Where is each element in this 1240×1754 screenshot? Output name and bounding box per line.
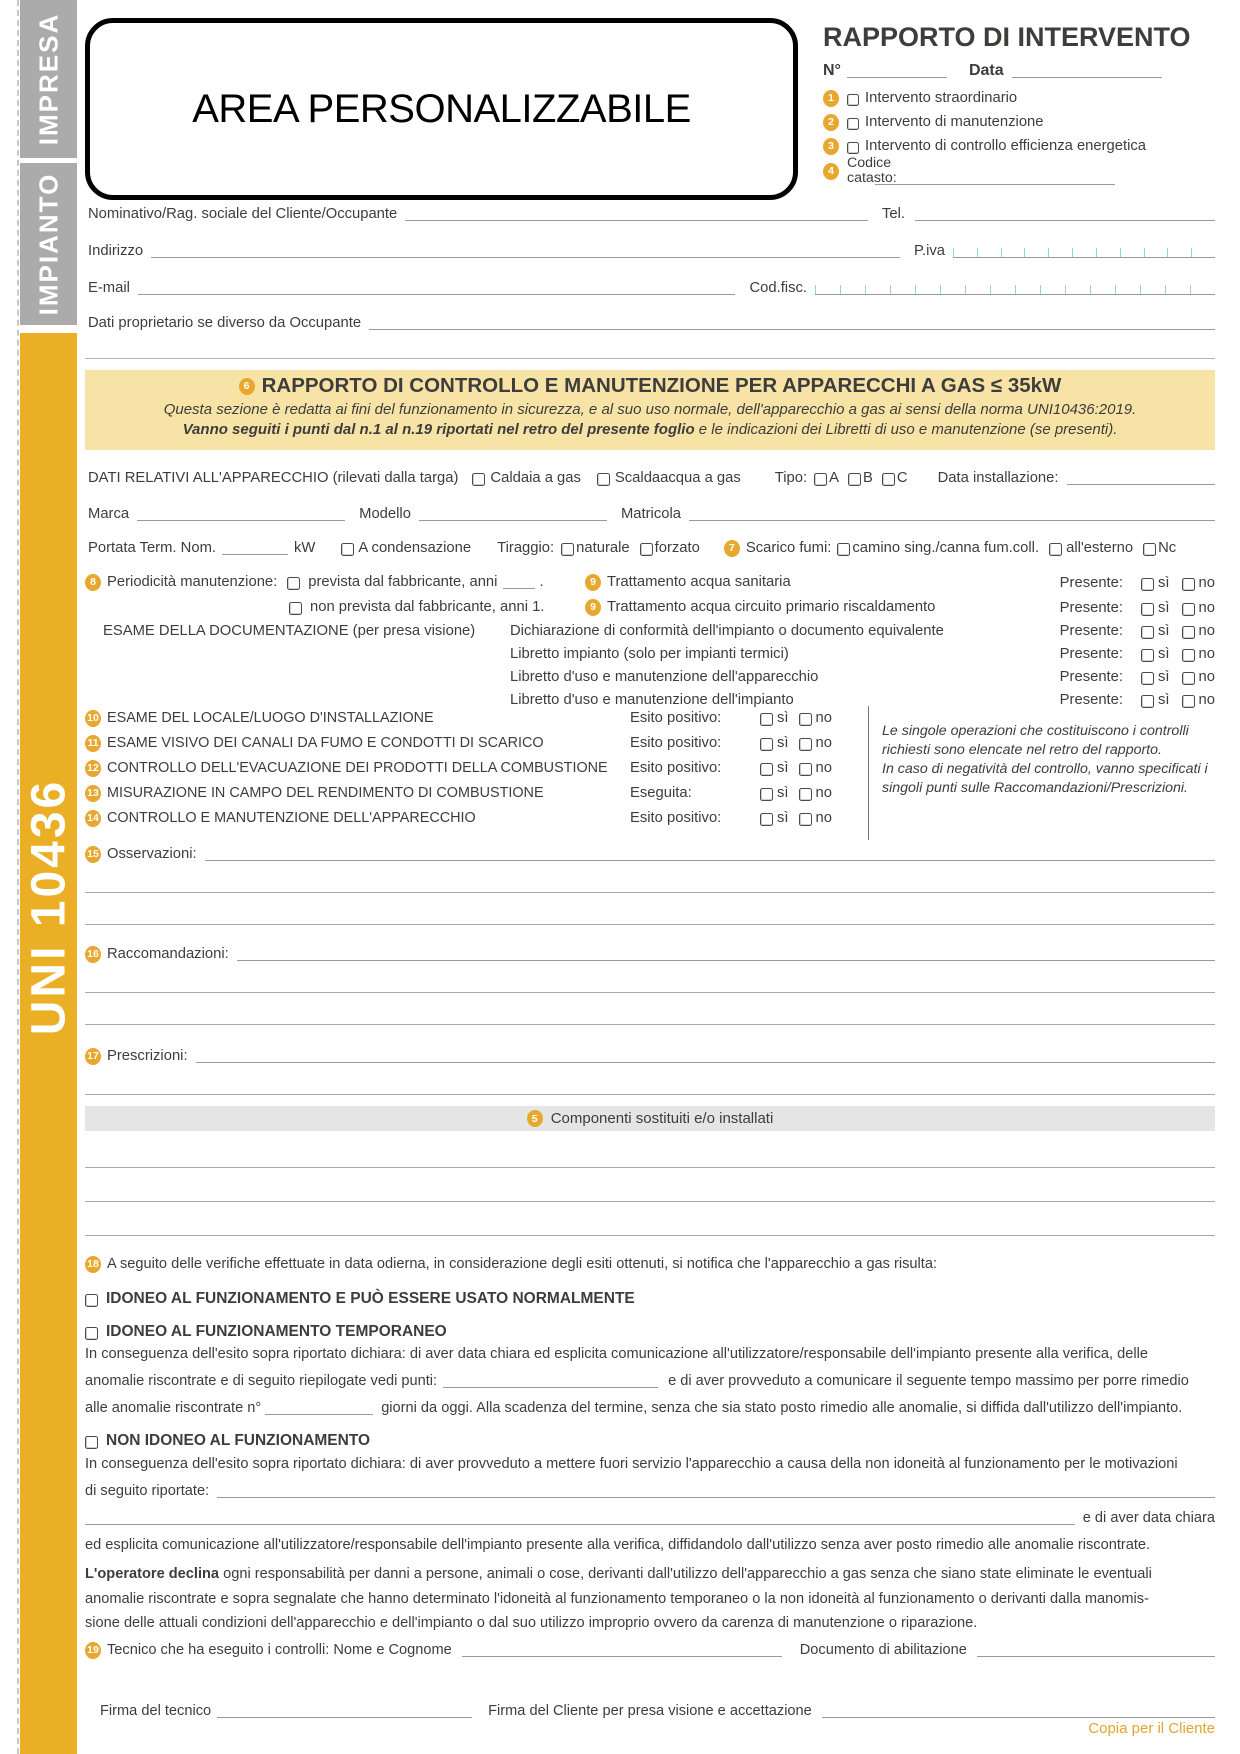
presente-si-checkbox[interactable] xyxy=(1141,603,1154,616)
no-label: no xyxy=(1198,623,1215,639)
proprietario-label: Dati proprietario se diverso da Occupante xyxy=(88,315,362,331)
badge-3: 3 xyxy=(823,138,839,155)
badge-13: 13 xyxy=(85,785,101,802)
esame-documentazione-label: ESAME DELLA DOCUMENTAZIONE (per presa visione) xyxy=(103,623,476,639)
scaldaacqua-checkbox[interactable] xyxy=(597,473,610,486)
temporaneo-text: e di aver provveduto a comunicare il seguente tempo massimo per porre rimedio xyxy=(668,1373,1189,1389)
scaldaacqua-label: Scaldaacqua a gas xyxy=(614,470,741,486)
esito-si-checkbox[interactable] xyxy=(760,738,773,751)
check-item-label: ESAME DEL LOCALE/LUOGO D'INSTALLAZIONE xyxy=(107,710,434,727)
firma-cliente-input-line[interactable] xyxy=(822,1716,1215,1718)
si-label: sì xyxy=(1158,600,1170,616)
perforation-line xyxy=(17,0,19,1754)
si-label: sì xyxy=(1158,646,1170,662)
motivazioni-input-line[interactable] xyxy=(85,1523,1075,1525)
componenti-write-line[interactable] xyxy=(85,1201,1215,1202)
presente-si-checkbox[interactable] xyxy=(1141,649,1154,662)
idoneo-temporaneo-checkbox[interactable] xyxy=(85,1327,98,1340)
esito-no-checkbox[interactable] xyxy=(799,813,812,826)
doc-conformita-label: Dichiarazione di conformità dell'impianto o documento equivalente xyxy=(510,623,944,639)
non-prevista-checkbox[interactable] xyxy=(289,602,302,615)
prescrizioni-label: Prescrizioni: xyxy=(107,1048,188,1064)
tipo-label: Tipo: xyxy=(774,470,808,486)
no-label: no xyxy=(815,735,832,751)
codice-catasto-row xyxy=(823,156,897,186)
non-idoneo-text: ed esplicita comunicazione all'utilizzatore/responsabile dell'impianto presente alla verifica, diffidandolo dall'utilizzo senza aver posto rimedio alle anomalie riscontrate. xyxy=(85,1537,1151,1553)
piva-label: P.iva xyxy=(914,243,945,259)
portata-label: Portata Term. Nom. xyxy=(88,540,217,556)
non-prevista-label: non prevista dal fabbricante, anni 1. xyxy=(310,599,545,615)
si-label: sì xyxy=(1158,669,1170,685)
eseguita-no-checkbox[interactable] xyxy=(799,788,812,801)
tecnico-input-line[interactable] xyxy=(462,1655,782,1657)
si-label: sì xyxy=(777,735,789,751)
osservazioni-write-line[interactable] xyxy=(85,892,1215,893)
badge-9a: 9 xyxy=(585,574,601,591)
condensazione-checkbox[interactable] xyxy=(341,543,354,556)
presente-no-checkbox[interactable] xyxy=(1182,672,1195,685)
raccomandazioni-input-line[interactable] xyxy=(237,959,1215,961)
outcome-intro: A seguito delle verifiche effettuate in data odierna, in considerazione degli esiti ottenuti, si notifica che l'apparecchio a gas risulta: xyxy=(107,1256,938,1273)
badge-12: 12 xyxy=(85,760,101,777)
intervento-manutenzione-checkbox[interactable] xyxy=(847,118,859,130)
page-title: RAPPORTO DI INTERVENTO xyxy=(823,22,1191,52)
temporaneo-text: alle anomalie riscontrate n° xyxy=(85,1400,262,1416)
presente-no-checkbox[interactable] xyxy=(1182,695,1195,708)
data-installazione-input-line[interactable] xyxy=(1067,483,1216,485)
prevista-dot: . xyxy=(539,574,544,590)
no-label: no xyxy=(1198,669,1215,685)
firma-tecnico-label: Firma del tecnico xyxy=(100,1703,212,1719)
si-label: sì xyxy=(777,710,789,726)
esterno-checkbox[interactable] xyxy=(1049,543,1062,556)
data-input-line[interactable] xyxy=(1012,76,1162,78)
trattamento-sanitaria-label: Trattamento acqua sanitaria xyxy=(607,574,791,590)
impianto-label: IMPIANTO xyxy=(33,172,63,316)
presente-si-checkbox[interactable] xyxy=(1141,626,1154,639)
esito-no-checkbox[interactable] xyxy=(799,713,812,726)
impresa-label: IMPRESA xyxy=(33,12,63,146)
prescrizioni-input-line[interactable] xyxy=(196,1061,1215,1063)
camino-label: camino sing./canna fum.coll. xyxy=(852,540,1040,556)
esito-label: Esito positivo: xyxy=(630,710,722,726)
badge-19: 19 xyxy=(85,1642,101,1659)
tiraggio-forzato-checkbox[interactable] xyxy=(640,543,653,556)
numero-label: N° xyxy=(823,62,841,79)
codfisc-char-cells[interactable] xyxy=(815,284,1215,295)
temporaneo-text: anomalie riscontrate e di seguito riepilogate vedi punti: xyxy=(85,1373,438,1389)
doc-libretto-apparecchio-label: Libretto d'uso e manutenzione dell'apparecchio xyxy=(510,669,819,685)
nc-checkbox[interactable] xyxy=(1143,543,1156,556)
badge-8: 8 xyxy=(85,574,101,591)
tiraggio-naturale-label: naturale xyxy=(576,540,630,556)
presente-label: Presente: xyxy=(1059,646,1124,662)
componenti-write-line[interactable] xyxy=(85,1235,1215,1236)
intervento-straordinario-checkbox[interactable] xyxy=(847,94,859,106)
section6-title-row xyxy=(85,374,1215,398)
componenti-label: Componenti sostituiti e/o installati xyxy=(550,1110,774,1127)
section6-note: Vanno seguiti i punti dal n.1 al n.19 riportati nel retro del presente foglio e le indicazioni dei Libretti di uso e manutenzione (se presenti). xyxy=(182,421,1118,438)
section6-title: RAPPORTO DI CONTROLLO E MANUTENZIONE PER APPARECCHI A GAS ≤ 35kW xyxy=(261,374,1062,397)
indirizzo-input-line[interactable] xyxy=(151,256,900,258)
matricola-label: Matricola xyxy=(620,506,681,522)
intervento-straordinario-label: Intervento straordinario xyxy=(865,90,1018,106)
doc-libretto-uso-impianto-label: Libretto d'uso e manutenzione dell'impianto xyxy=(510,692,794,708)
badge-10: 10 xyxy=(85,710,101,727)
piva-char-cells[interactable] xyxy=(953,247,1215,258)
periodicita-label: Periodicità manutenzione: xyxy=(107,574,278,590)
si-label: sì xyxy=(1158,575,1170,591)
badge-5: 5 xyxy=(527,1110,543,1127)
check-item-label: ESAME VISIVO DEI CANALI DA FUMO E CONDOTTI DI SCARICO xyxy=(107,735,544,752)
nc-label: Nc xyxy=(1158,540,1177,556)
non-idoneo-label: NON IDONEO AL FUNZIONAMENTO xyxy=(106,1432,371,1449)
codice-catasto-label: Codice catasto: xyxy=(847,155,897,186)
documento-input-line[interactable] xyxy=(977,1655,1215,1657)
esito-label: Eseguita: xyxy=(630,785,692,801)
badge-14: 14 xyxy=(85,810,101,827)
tel-label: Tel. xyxy=(881,206,905,222)
anni-input-line[interactable] xyxy=(503,587,535,589)
raccomandazioni-write-line[interactable] xyxy=(85,992,1215,993)
codice-catasto-input-line[interactable] xyxy=(875,184,1115,185)
esito-label: Esito positivo: xyxy=(630,735,722,751)
presente-no-checkbox[interactable] xyxy=(1182,626,1195,639)
presente-label: Presente: xyxy=(1059,692,1124,708)
codfisc-label: Cod.fisc. xyxy=(749,280,807,296)
marca-input-line[interactable] xyxy=(137,519,345,521)
tiraggio-label: Tiraggio: xyxy=(497,540,555,556)
si-label: sì xyxy=(777,810,789,826)
tipo-b-label: B xyxy=(863,470,873,486)
no-label: no xyxy=(815,785,832,801)
badge-18: 18 xyxy=(85,1256,101,1273)
controls-note: Le singole operazioni che costituiscono i controlli richiesti sono elencate nel retro del rapporto. In caso di negatività del controllo, vanno specificati i singoli punti sulle Raccomandazioni/Prescrizioni. xyxy=(882,723,1208,796)
badge-11: 11 xyxy=(85,735,101,752)
tipo-c-label: C xyxy=(896,470,908,486)
badge-6: 6 xyxy=(239,378,255,395)
no-label: no xyxy=(1198,600,1215,616)
condensazione-label: A condensazione xyxy=(358,540,472,556)
prevista-checkbox[interactable] xyxy=(287,577,300,590)
check-item-label: MISURAZIONE IN CAMPO DEL RENDIMENTO DI COMBUSTIONE xyxy=(107,785,544,802)
idoneo-checkbox[interactable] xyxy=(85,1294,98,1307)
componenti-bar xyxy=(85,1106,1215,1131)
disclaimer: L'operatore declina ogni responsabilità per danni a persone, animali o cose, derivanti dall'utilizzo dell'apparecchio a gas senza che siano state eliminate le eventuali anomalie riscontrate e sopra segnalate che hanno determinato l'idoneità al funzionamento temporaneo o la non idoneità al funzionamento o derivanti dalla manomis- sione delle attuali condizioni dell'apparecchio e dell'impianto o dal suo utilizzo improprio ovvero da carenza di manutenzione o riparazione. xyxy=(85,1566,1152,1631)
copia-cliente-label: Copia per il Cliente xyxy=(1088,1720,1215,1737)
caldaia-label: Caldaia a gas xyxy=(490,470,581,486)
camino-checkbox[interactable] xyxy=(837,543,850,556)
temporaneo-text: giorni da oggi. Alla scadenza del termine, senza che sia stato posto rimedio alle anomalie, si diffida dall'utilizzo dell'impianto. xyxy=(381,1400,1183,1416)
non-idoneo-text: e di aver data chiara xyxy=(1082,1510,1215,1526)
presente-no-checkbox[interactable] xyxy=(1182,578,1195,591)
portata-input-line[interactable] xyxy=(222,553,288,555)
note-divider xyxy=(868,706,869,840)
no-label: no xyxy=(1198,646,1215,662)
caldaia-checkbox[interactable] xyxy=(472,473,485,486)
presente-label: Presente: xyxy=(1059,600,1124,616)
componenti-write-line[interactable] xyxy=(85,1167,1215,1168)
badge-4: 4 xyxy=(823,163,839,180)
section-divider xyxy=(85,358,1215,359)
firma-tecnico-input-line[interactable] xyxy=(217,1716,472,1718)
idoneo-label: IDONEO AL FUNZIONAMENTO E PUÒ ESSERE USATO NORMALMENTE xyxy=(106,1290,635,1307)
no-label: no xyxy=(815,710,832,726)
no-label: no xyxy=(1198,692,1215,708)
giorni-input-line[interactable] xyxy=(265,1413,373,1415)
documento-label: Documento di abilitazione xyxy=(799,1642,967,1659)
impresa-rail xyxy=(20,0,77,158)
non-idoneo-checkbox[interactable] xyxy=(85,1436,98,1449)
esito-label: Esito positivo: xyxy=(630,760,722,776)
modello-label: Modello xyxy=(359,506,411,522)
motivazioni-input-line[interactable] xyxy=(217,1496,1215,1498)
badge-2: 2 xyxy=(823,114,839,131)
trattamento-riscaldamento-label: Trattamento acqua circuito primario riscaldamento xyxy=(607,599,936,615)
tipo-a-label: A xyxy=(829,470,840,486)
presente-si-checkbox[interactable] xyxy=(1141,578,1154,591)
esterno-label: all'esterno xyxy=(1066,540,1134,556)
impianto-rail xyxy=(20,163,77,325)
badge-1: 1 xyxy=(823,90,839,107)
vedi-punti-input-line[interactable] xyxy=(443,1386,658,1388)
presente-si-checkbox[interactable] xyxy=(1141,695,1154,708)
presente-label: Presente: xyxy=(1059,575,1124,591)
email-input-line[interactable] xyxy=(138,293,736,295)
no-label: no xyxy=(815,760,832,776)
osservazioni-label: Osservazioni: xyxy=(107,846,197,862)
si-label: sì xyxy=(1158,623,1170,639)
tipo-b-checkbox[interactable] xyxy=(848,473,861,486)
disclaimer-bold: L'operatore declina xyxy=(85,1566,220,1582)
email-label: E-mail xyxy=(88,280,130,296)
badge-9b: 9 xyxy=(585,599,601,616)
marca-label: Marca xyxy=(88,506,130,522)
intervento-manutenzione-label: Intervento di manutenzione xyxy=(865,114,1044,130)
scarico-fumi-label: Scarico fumi: xyxy=(745,540,832,556)
esito-si-checkbox[interactable] xyxy=(760,813,773,826)
prevista-label: prevista dal fabbricante, anni xyxy=(308,574,498,590)
non-idoneo-text: di seguito riportate: xyxy=(85,1483,210,1499)
section6-band xyxy=(85,370,1215,450)
badge-7: 7 xyxy=(724,540,740,557)
badge-15: 15 xyxy=(85,846,101,863)
doc-libretto-impianto-label: Libretto impianto (solo per impianti termici) xyxy=(510,646,789,662)
uni-10436-label: UNI 10436 xyxy=(22,778,75,1036)
esito-no-checkbox[interactable] xyxy=(799,738,812,751)
prescrizioni-write-line[interactable] xyxy=(85,1094,1215,1095)
proprietario-input-line[interactable] xyxy=(369,328,1215,330)
raccomandazioni-label: Raccomandazioni: xyxy=(107,946,229,962)
data-installazione-label: Data installazione: xyxy=(937,470,1059,486)
matricola-input-line[interactable] xyxy=(689,519,1215,521)
data-label: Data xyxy=(968,62,1004,79)
tipo-a-checkbox[interactable] xyxy=(814,473,827,486)
si-label: sì xyxy=(777,760,789,776)
intervento-efficienza-checkbox[interactable] xyxy=(847,142,859,154)
presente-no-checkbox[interactable] xyxy=(1182,603,1195,616)
eseguita-si-checkbox[interactable] xyxy=(760,788,773,801)
esito-no-checkbox[interactable] xyxy=(799,763,812,776)
si-label: sì xyxy=(777,785,789,801)
esito-si-checkbox[interactable] xyxy=(760,713,773,726)
presente-label: Presente: xyxy=(1059,669,1124,685)
tecnico-label: Tecnico che ha eseguito i controlli: Nome e Cognome xyxy=(107,1642,452,1659)
custom-area-title: AREA PERSONALIZZABILE xyxy=(192,86,691,131)
presente-no-checkbox[interactable] xyxy=(1182,649,1195,662)
temporaneo-text: In conseguenza dell'esito sopra riportato dichiara: di aver data chiara ed esplicita comunicazione all'utilizzatore/responsabile dell'impianto presente alla verifica, delle xyxy=(85,1346,1148,1362)
numero-input-line[interactable] xyxy=(847,76,947,78)
tel-input-line[interactable] xyxy=(915,219,1215,221)
tipo-c-checkbox[interactable] xyxy=(882,473,895,486)
esito-si-checkbox[interactable] xyxy=(760,763,773,776)
uni-rail xyxy=(20,333,77,1754)
tiraggio-forzato-label: forzato xyxy=(654,540,700,556)
idoneo-temporaneo-label: IDONEO AL FUNZIONAMENTO TEMPORANEO xyxy=(106,1323,447,1340)
presente-si-checkbox[interactable] xyxy=(1141,672,1154,685)
indirizzo-label: Indirizzo xyxy=(88,243,144,259)
badge-16: 16 xyxy=(85,946,101,963)
badge-17: 17 xyxy=(85,1048,101,1065)
dati-apparecchio-label: DATI RELATIVI ALL'APPARECCHIO (rilevati dalla targa) xyxy=(88,470,459,486)
no-label: no xyxy=(815,810,832,826)
kw-label: kW xyxy=(294,540,316,556)
modello-input-line[interactable] xyxy=(419,519,607,521)
check-item-label: CONTROLLO E MANUTENZIONE DELL'APPARECCHIO xyxy=(107,810,476,827)
firma-cliente-label: Firma del Cliente per presa visione e accettazione xyxy=(488,1703,812,1719)
check-item-label: CONTROLLO DELL'EVACUAZIONE DEI PRODOTTI DELLA COMBUSTIONE xyxy=(107,760,608,777)
raccomandazioni-write-line[interactable] xyxy=(85,1024,1215,1025)
nominativo-label: Nominativo/Rag. sociale del Cliente/Occupante xyxy=(88,206,398,222)
section6-subtitle: Questa sezione è redatta ai fini del funzionamento in sicurezza, e al suo uso normale, dell'apparecchio a gas ai sensi della norma UNI10436:2019. xyxy=(163,401,1137,418)
si-label: sì xyxy=(1158,692,1170,708)
presente-label: Presente: xyxy=(1059,623,1124,639)
tiraggio-naturale-checkbox[interactable] xyxy=(561,543,574,556)
osservazioni-write-line[interactable] xyxy=(85,924,1215,925)
osservazioni-input-line[interactable] xyxy=(205,859,1215,861)
non-idoneo-text: In conseguenza dell'esito sopra riportato dichiara: di aver provveduto a mettere fuori servizio l'apparecchio a causa della non idoneità al funzionamento per le motivazioni xyxy=(85,1456,1178,1472)
nominativo-input-line[interactable] xyxy=(405,219,868,221)
custom-area-box xyxy=(85,18,798,200)
intervento-efficienza-label: Intervento di controllo efficienza energetica xyxy=(865,138,1147,154)
esito-label: Esito positivo: xyxy=(630,810,722,826)
no-label: no xyxy=(1198,575,1215,591)
